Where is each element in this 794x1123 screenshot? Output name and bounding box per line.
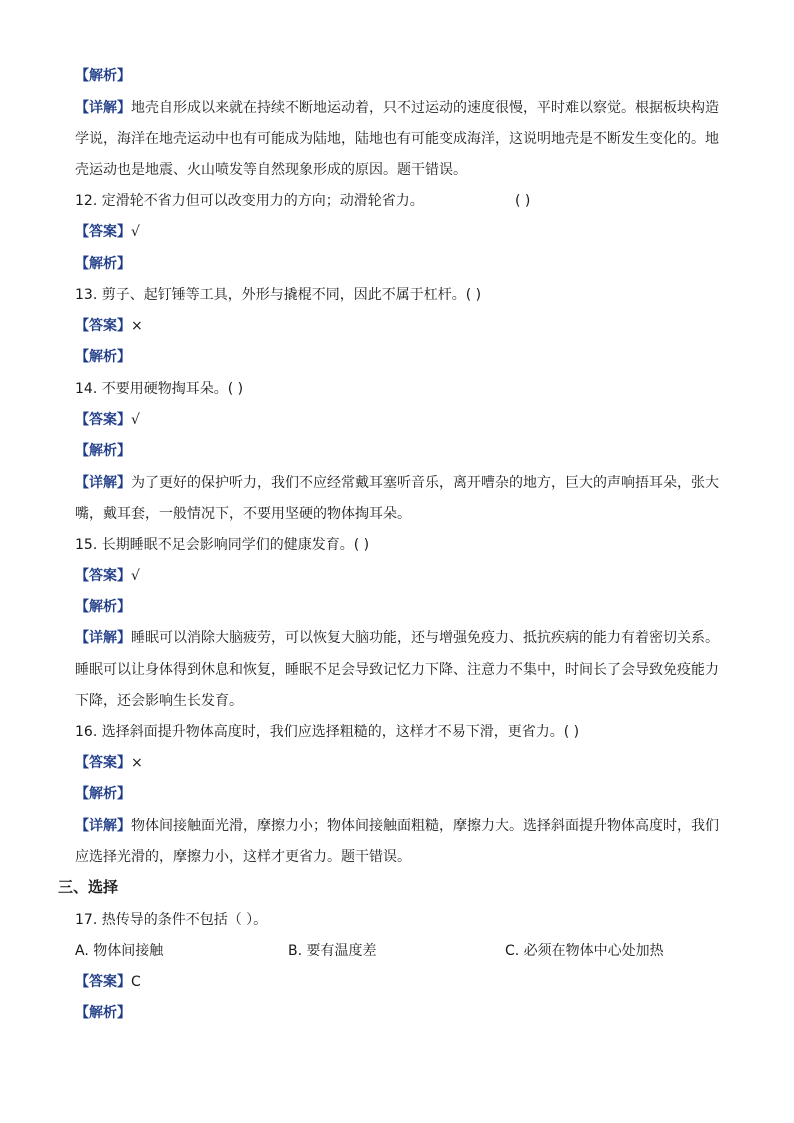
q17-answer: 【答案】C [75, 974, 141, 990]
q14-answer: 【答案】√ [75, 412, 140, 428]
q17-analysis-label: 【解析】 [75, 1005, 131, 1021]
q14-detail-line-2: 嘴，戴耳套，一般情况下，不要用坚硬的物体掏耳朵。 [75, 506, 411, 522]
q16-detail-line-1: 【详解】物体间接触面光滑，摩擦力小；物体间接触面粗糙，摩擦力大。选择斜面提升物体高度时，我们 [75, 818, 719, 834]
q16-analysis-label: 【解析】 [75, 786, 131, 802]
q16-detail-line-2: 应选择光滑的，摩擦力小，这样才更省力。题干错误。 [75, 849, 411, 865]
q14-detail-line-1: 【详解】为了更好的保护听力，我们不应经常戴耳塞听音乐，离开嘈杂的地方，巨大的声响捂耳朵，张大 [75, 475, 719, 491]
q15-detail-line-1: 【详解】睡眠可以消除大脑疲劳，可以恢复大脑功能，还与增强免疫力、抵抗疾病的能力有着密切关系。 [75, 630, 719, 646]
q17-option-b: B. 要有温度差 [288, 943, 377, 959]
q17-option-a: A. 物体间接触 [75, 943, 164, 959]
q15-detail-line-2: 睡眠可以让身体得到休息和恢复，睡眠不足会导致记忆力下降、注意力不集中，时间长了会导致免疫能力 [75, 662, 719, 678]
q17-question: 17. 热传导的条件不包括（ ）。 [75, 912, 268, 928]
section-title-choice: 三、选择 [58, 878, 119, 896]
q12-question: 12. 定滑轮不省力但可以改变用力的方向；动滑轮省力。 ( ) [75, 193, 531, 209]
q11-analysis-label: 【解析】 [75, 68, 131, 84]
q14-analysis-label: 【解析】 [75, 443, 131, 459]
q12-analysis-label: 【解析】 [75, 256, 131, 272]
q13-question: 13. 剪子、起钉锤等工具，外形与撬棍不同，因此不属于杠杆。( ) [75, 287, 482, 303]
q14-question: 14. 不要用硬物掏耳朵。( ) [75, 381, 244, 397]
q16-answer: 【答案】× [75, 755, 143, 771]
q15-analysis-label: 【解析】 [75, 599, 131, 615]
q11-detail-line-1: 【详解】地壳自形成以来就在持续不断地运动着，只不过运动的速度很慢，平时难以察觉。根据板块构造 [75, 100, 719, 116]
q15-answer: 【答案】√ [75, 568, 140, 584]
q15-detail-line-3: 下降，还会影响生长发育。 [75, 693, 243, 709]
q11-detail-line-2: 学说，海洋在地壳运动中也有可能成为陆地，陆地也有可能变成海洋，这说明地壳是不断发生变化的。地 [75, 131, 719, 147]
q16-question: 16. 选择斜面提升物体高度时，我们应选择粗糙的，这样才不易下滑，更省力。( ) [75, 724, 580, 740]
q17-option-c: C. 必须在物体中心处加热 [505, 943, 664, 959]
q12-answer: 【答案】√ [75, 224, 140, 240]
q15-question: 15. 长期睡眠不足会影响同学们的健康发育。( ) [75, 537, 370, 553]
q11-detail-line-3: 壳运动也是地震、火山喷发等自然现象形成的原因。题干错误。 [75, 162, 467, 178]
q12-answer-blank: ( ) [515, 193, 531, 209]
q13-answer: 【答案】× [75, 318, 143, 334]
q13-analysis-label: 【解析】 [75, 349, 131, 365]
